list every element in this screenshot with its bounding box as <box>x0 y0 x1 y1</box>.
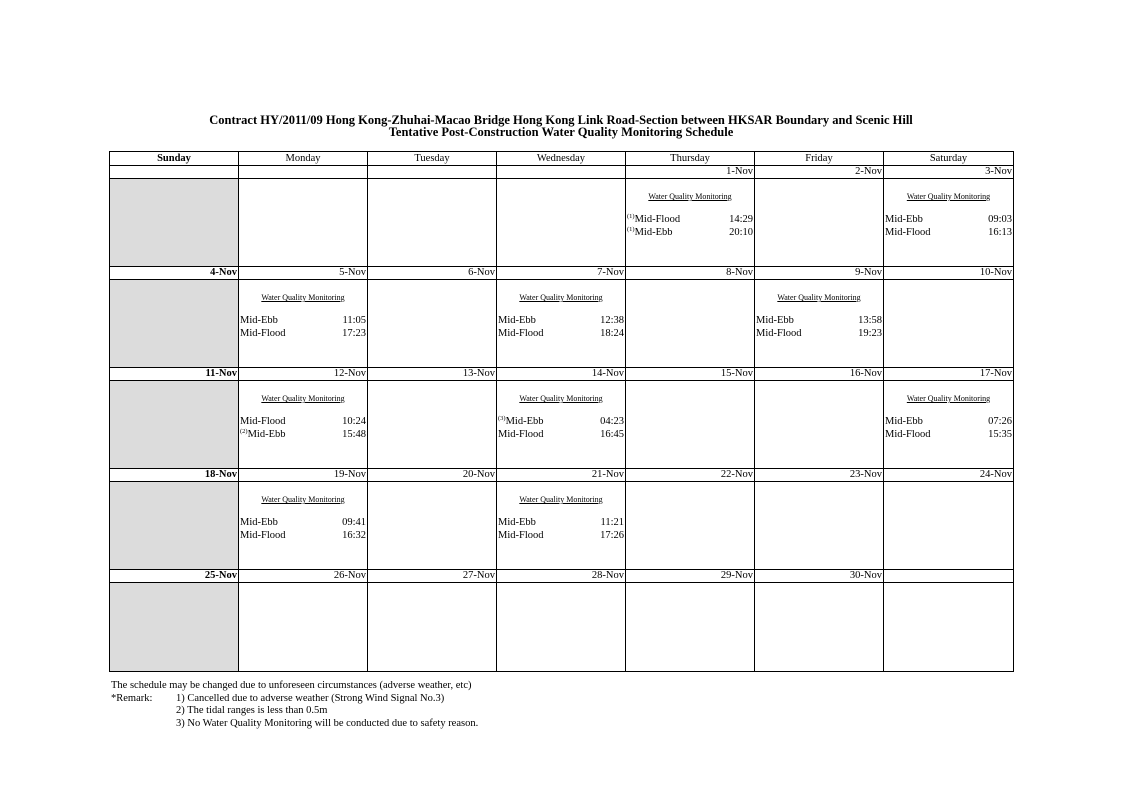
day-cell <box>755 179 884 267</box>
date-row <box>110 267 1014 280</box>
date-label <box>884 570 1014 583</box>
remark-reference: (3) <box>498 415 506 422</box>
tide-label: Mid-Ebb <box>498 315 536 326</box>
date-label: 21-Nov <box>497 469 626 482</box>
tide-label: Mid-Ebb <box>885 416 923 427</box>
tide-label-group <box>240 416 286 428</box>
tide-time: 11:21 <box>600 517 624 528</box>
day-cell <box>239 381 368 469</box>
day-cell <box>497 381 626 469</box>
date-label <box>110 166 239 179</box>
day-cell <box>239 583 368 672</box>
tide-label-group <box>240 517 278 529</box>
day-cell <box>497 482 626 570</box>
tide-label: Mid-Flood <box>240 328 286 339</box>
tide-label: Mid-Flood <box>498 429 544 440</box>
day-cell <box>626 381 755 469</box>
tide-label: Mid-Flood <box>634 214 681 225</box>
date-label: 23-Nov <box>755 469 884 482</box>
day-cell <box>368 179 497 267</box>
date-label: 28-Nov <box>497 570 626 583</box>
tide-label: Mid-Ebb <box>498 517 536 528</box>
tide-time: 11:05 <box>342 315 366 326</box>
tide-entry <box>498 315 624 327</box>
tide-entry <box>498 517 624 529</box>
remark-item: 3) No Water Quality Monitoring will be conducted due to safety reason. <box>176 717 479 729</box>
date-label: 24-Nov <box>884 469 1014 482</box>
tide-time: 16:32 <box>342 530 366 541</box>
monitoring-heading: Water Quality Monitoring <box>777 293 861 302</box>
date-label: 3-Nov <box>884 166 1014 179</box>
day-cell <box>626 179 755 267</box>
tide-label-group <box>756 315 794 327</box>
document-subtitle: Tentative Post-Construction Water Quality Monitoring Schedule <box>388 125 734 139</box>
tide-time: 16:45 <box>600 429 624 440</box>
tide-time: 18:24 <box>600 328 624 339</box>
tide-time: 17:23 <box>342 328 366 339</box>
date-label: 22-Nov <box>626 469 755 482</box>
tide-entry <box>756 315 882 327</box>
monitoring-heading: Water Quality Monitoring <box>906 394 991 403</box>
day-cell <box>755 381 884 469</box>
day-cell <box>755 280 884 368</box>
day-cell <box>497 280 626 368</box>
tide-time: 15:48 <box>342 429 366 440</box>
day-cell <box>497 179 626 267</box>
week-row <box>110 280 1014 368</box>
date-label: 7-Nov <box>497 267 626 280</box>
tide-label-group <box>885 227 931 239</box>
schedule-notes <box>111 680 478 730</box>
day-cell <box>626 280 755 368</box>
date-label: 30-Nov <box>755 570 884 583</box>
weekday-header-thursday: Thursday <box>626 152 755 166</box>
tide-time: 16:13 <box>988 227 1012 238</box>
day-cell <box>239 482 368 570</box>
tide-label-group <box>498 517 536 529</box>
date-label: 6-Nov <box>368 267 497 280</box>
day-cell <box>368 482 497 570</box>
tide-entry <box>240 517 366 529</box>
tide-entry <box>627 214 753 226</box>
weekday-header-tuesday: Tuesday <box>368 152 497 166</box>
tide-entry <box>756 328 882 340</box>
tide-time: 13:58 <box>858 315 882 326</box>
date-label: 8-Nov <box>626 267 755 280</box>
weekday-header-row <box>110 152 1014 166</box>
tide-label: Mid-Ebb <box>240 315 278 326</box>
tide-label: Mid-Flood <box>240 416 286 427</box>
date-label: 15-Nov <box>626 368 755 381</box>
week-row <box>110 583 1014 672</box>
remark-reference: (1) <box>627 226 635 233</box>
tide-label: Mid-Ebb <box>240 517 278 528</box>
tide-label-group <box>498 416 544 428</box>
tide-label-group <box>240 315 278 327</box>
date-row <box>110 469 1014 482</box>
week-row <box>110 482 1014 570</box>
tide-label-group <box>240 328 286 340</box>
day-cell <box>755 482 884 570</box>
tide-time: 04:23 <box>600 416 624 427</box>
tide-label: Mid-Ebb <box>505 416 544 427</box>
tide-time: 15:35 <box>988 429 1012 440</box>
tide-label: Mid-Flood <box>885 429 931 440</box>
tide-entry <box>885 416 1012 428</box>
weekday-header-monday: Monday <box>239 152 368 166</box>
tide-entry <box>885 227 1012 239</box>
date-label: 10-Nov <box>884 267 1014 280</box>
tide-entry <box>498 328 624 340</box>
day-cell <box>884 381 1014 469</box>
day-cell <box>368 583 497 672</box>
day-cell <box>368 381 497 469</box>
tide-entry <box>240 416 366 428</box>
date-label: 26-Nov <box>239 570 368 583</box>
day-cell <box>368 280 497 368</box>
tide-entry <box>498 429 624 441</box>
tide-label-group <box>627 227 673 239</box>
monitoring-heading: Water Quality Monitoring <box>261 293 345 302</box>
tide-label-group <box>885 214 923 226</box>
tide-entry <box>885 214 1012 226</box>
day-cell <box>110 381 239 469</box>
tide-time: 10:24 <box>342 416 366 427</box>
date-label: 18-Nov <box>110 469 239 482</box>
date-label: 19-Nov <box>239 469 368 482</box>
day-cell <box>626 583 755 672</box>
date-label: 4-Nov <box>110 267 239 280</box>
monitoring-heading: Water Quality Monitoring <box>261 394 345 403</box>
date-label <box>239 166 368 179</box>
tide-label: Mid-Ebb <box>885 214 923 225</box>
week-row <box>110 179 1014 267</box>
tide-entry <box>498 530 624 542</box>
tide-label: Mid-Flood <box>240 530 286 541</box>
day-cell <box>884 280 1014 368</box>
tide-time: 14:29 <box>729 214 753 225</box>
day-cell <box>626 482 755 570</box>
date-label: 2-Nov <box>755 166 884 179</box>
tide-label-group <box>498 429 544 441</box>
date-row <box>110 166 1014 179</box>
tide-label: Mid-Ebb <box>756 315 794 326</box>
tide-label-group <box>240 429 286 441</box>
tide-entry <box>240 315 366 327</box>
tide-label: Mid-Flood <box>885 227 931 238</box>
day-cell <box>755 583 884 672</box>
tide-label: Mid-Ebb <box>247 429 286 440</box>
date-label: 25-Nov <box>110 570 239 583</box>
monitoring-heading: Water Quality Monitoring <box>906 192 991 201</box>
weekday-header-friday: Friday <box>755 152 884 166</box>
day-cell <box>239 280 368 368</box>
tide-entry <box>498 416 624 428</box>
remark-label: *Remark: <box>111 692 153 704</box>
tide-entry <box>627 227 753 239</box>
weekday-header-saturday: Saturday <box>884 152 1014 166</box>
date-row <box>110 368 1014 381</box>
tide-label-group <box>627 214 680 226</box>
tide-label: Mid-Flood <box>498 530 544 541</box>
monitoring-heading: Water Quality Monitoring <box>519 495 603 504</box>
week-row <box>110 381 1014 469</box>
tide-entry <box>885 429 1012 441</box>
tide-time: 20:10 <box>729 227 753 238</box>
tide-label-group <box>498 315 536 327</box>
monitoring-heading: Water Quality Monitoring <box>519 394 603 403</box>
remark-item: 2) The tidal ranges is less than 0.5m <box>176 705 328 716</box>
date-label: 14-Nov <box>497 368 626 381</box>
date-label <box>497 166 626 179</box>
day-cell <box>497 583 626 672</box>
tide-time: 09:41 <box>342 517 366 528</box>
day-cell <box>239 179 368 267</box>
tide-label-group <box>240 530 286 542</box>
date-label: 1-Nov <box>626 166 755 179</box>
date-label: 5-Nov <box>239 267 368 280</box>
date-row <box>110 570 1014 583</box>
day-cell <box>110 179 239 267</box>
weekday-header-sunday: Sunday <box>110 152 239 166</box>
day-cell <box>110 280 239 368</box>
tide-label-group <box>498 328 544 340</box>
day-cell <box>884 179 1014 267</box>
tide-label-group <box>885 416 923 428</box>
tide-time: 12:38 <box>600 315 624 326</box>
remark-reference: (1) <box>627 213 635 220</box>
date-label: 16-Nov <box>755 368 884 381</box>
tide-label-group <box>498 530 544 542</box>
tide-label-group <box>756 328 802 340</box>
day-cell <box>110 583 239 672</box>
date-label: 27-Nov <box>368 570 497 583</box>
tide-time: 17:26 <box>600 530 624 541</box>
date-label: 12-Nov <box>239 368 368 381</box>
tide-label: Mid-Flood <box>498 328 544 339</box>
tide-label-group <box>885 429 931 441</box>
remark-item: 1) Cancelled due to adverse weather (Strong Wind Signal No.3) <box>176 692 445 704</box>
schedule-change-note: The schedule may be changed due to unforeseen circumstances (adverse weather, etc) <box>111 680 472 691</box>
monitoring-heading: Water Quality Monitoring <box>261 495 345 504</box>
date-label: 9-Nov <box>755 267 884 280</box>
date-label: 29-Nov <box>626 570 755 583</box>
date-label: 11-Nov <box>110 368 239 381</box>
tide-label: Mid-Ebb <box>634 227 673 238</box>
tide-entry <box>240 429 366 441</box>
tide-label: Mid-Flood <box>756 328 802 339</box>
day-cell <box>884 583 1014 672</box>
monitoring-heading: Water Quality Monitoring <box>648 192 732 201</box>
tide-entry <box>240 530 366 542</box>
tide-time: 07:26 <box>988 416 1012 427</box>
tide-time: 09:03 <box>988 214 1012 225</box>
day-cell <box>110 482 239 570</box>
monitoring-calendar <box>109 151 1014 672</box>
date-label: 20-Nov <box>368 469 497 482</box>
weekday-header-wednesday: Wednesday <box>497 152 626 166</box>
remark-reference: (2) <box>240 428 248 435</box>
date-label: 17-Nov <box>884 368 1014 381</box>
date-label <box>368 166 497 179</box>
tide-time: 19:23 <box>858 328 882 339</box>
document-title: Contract HY/2011/09 Hong Kong-Zhuhai-Macao Bridge Hong Kong Link Road-Section between HKSAR Boundary and Scenic Hill <box>209 113 913 127</box>
monitoring-heading: Water Quality Monitoring <box>519 293 603 302</box>
day-cell <box>884 482 1014 570</box>
date-label: 13-Nov <box>368 368 497 381</box>
tide-entry <box>240 328 366 340</box>
